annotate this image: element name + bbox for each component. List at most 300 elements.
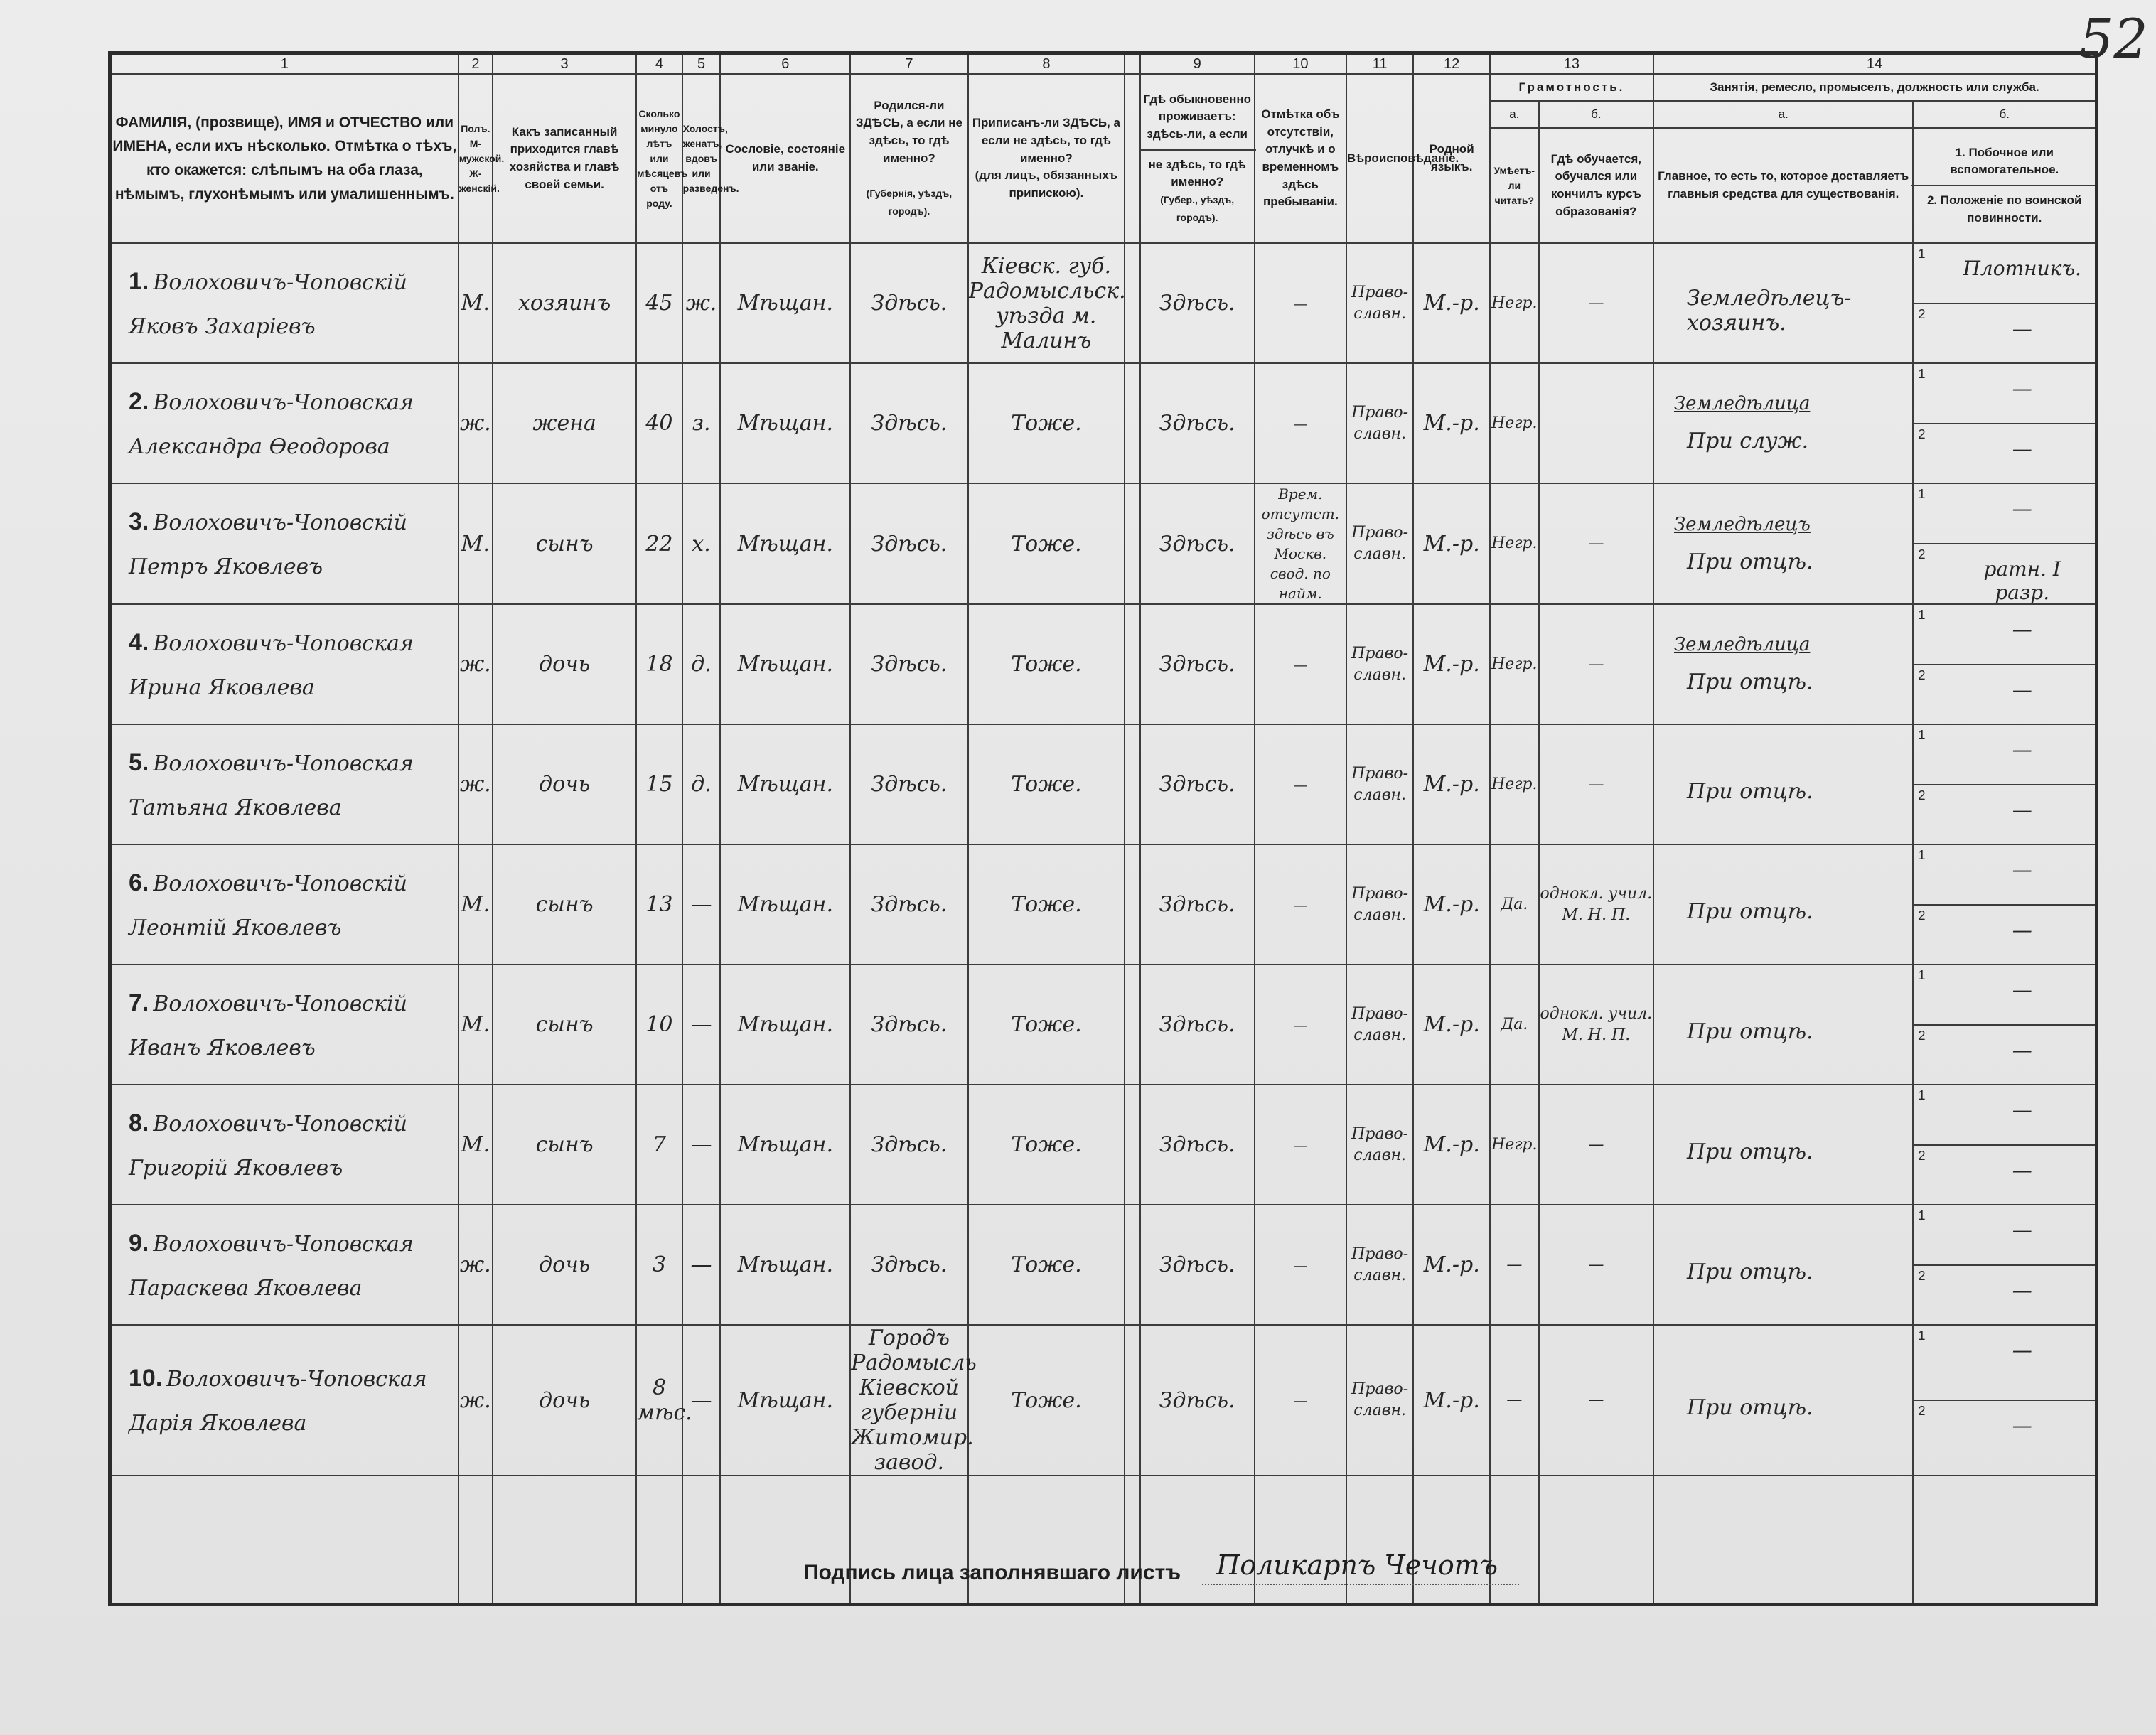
header-literacy-a: а. xyxy=(1490,101,1539,128)
surname-line xyxy=(112,989,458,1017)
language-cell: М.-р. xyxy=(1413,243,1490,363)
occupation-main: При отцѣ. xyxy=(1686,549,1813,574)
marital-cell: д. xyxy=(682,724,721,844)
secondary-part-1 xyxy=(1914,244,2095,304)
given-name: Татьяна Яковлева xyxy=(129,795,342,820)
sex-cell: ж. xyxy=(458,1205,493,1325)
absence-cell: — xyxy=(1255,724,1346,844)
secondary-cell xyxy=(1913,1205,2096,1325)
born-cell: Здѣсь. xyxy=(850,363,968,483)
secondary-occupation: — xyxy=(2012,1098,2032,1122)
can-read-cell: Да. xyxy=(1490,965,1539,1085)
header-registered-text: Приписанъ-ли ЗДѢСЬ, а если не здѣсь, то гдѣ именно? xyxy=(972,116,1120,165)
sex-cell: М. xyxy=(458,844,493,965)
secondary-cell xyxy=(1913,844,2096,965)
part-label: 1 xyxy=(1918,848,1926,862)
age-cell: 3 xyxy=(636,1205,682,1325)
col-num: 8 xyxy=(968,53,1125,75)
header-estate: Сословіе, состояніе или званіе. xyxy=(720,74,850,243)
part-label: 1 xyxy=(1918,608,1926,622)
registered-cell: Тоже. xyxy=(968,1325,1125,1476)
given-name: Дарія Яковлева xyxy=(129,1411,307,1436)
surname: Волоховичъ-Чоповскій xyxy=(153,1111,407,1137)
sex-cell: М. xyxy=(458,243,493,363)
born-cell: Здѣсь. xyxy=(850,483,968,604)
given-name: Ирина Яковлева xyxy=(129,675,315,700)
col-num: 9 xyxy=(1140,53,1255,75)
given-name: Петръ Яковлевъ xyxy=(129,554,323,579)
marital-cell: д. xyxy=(682,604,721,724)
col-num: 14 xyxy=(1653,53,2097,75)
part-label: 2 xyxy=(1918,1028,1926,1043)
header-born-note: (Губернія, уѣздъ, городъ). xyxy=(866,187,953,217)
sex-cell: ж. xyxy=(458,604,493,724)
secondary-part-1 xyxy=(1914,605,2095,665)
occupation-cell xyxy=(1653,965,1914,1085)
secondary-part-1 xyxy=(1914,1085,2095,1146)
secondary-occupation: — xyxy=(2012,618,2032,641)
age-cell: 15 xyxy=(636,724,682,844)
surname-line xyxy=(112,1365,458,1392)
page-number: 52 xyxy=(2079,7,2148,70)
name-cell xyxy=(110,965,458,1085)
header-religion: Вѣроисповѣданіе. xyxy=(1346,74,1414,243)
part-label: 2 xyxy=(1918,667,1926,682)
religion-cell: Право-славн. xyxy=(1346,844,1414,965)
table-row xyxy=(110,604,2097,724)
entry-number: 3. xyxy=(129,508,149,535)
secondary-part-2 xyxy=(1914,1401,2095,1475)
entry-number: 4. xyxy=(129,628,149,656)
table-row xyxy=(110,243,2097,363)
secondary-part-1 xyxy=(1914,845,2095,906)
part-label: 2 xyxy=(1918,1268,1926,1283)
residence-cell: Здѣсь. xyxy=(1140,243,1255,363)
born-cell: Здѣсь. xyxy=(850,724,968,844)
education-cell: — xyxy=(1539,1205,1653,1325)
name-cell xyxy=(110,243,458,363)
education-cell: — xyxy=(1539,243,1653,363)
col-num: 4 xyxy=(636,53,682,75)
religion-cell: Право-славн. xyxy=(1346,363,1414,483)
col-num: 5 xyxy=(682,53,721,75)
surname-line xyxy=(112,749,458,777)
education-cell: однокл. учил. М. Н. П. xyxy=(1539,844,1653,965)
education-cell: — xyxy=(1539,604,1653,724)
relation-cell: сынъ xyxy=(493,965,636,1085)
signature-name: Поликарпъ Чечотъ xyxy=(1202,1549,1519,1585)
surname-line xyxy=(112,1110,458,1137)
language-cell: М.-р. xyxy=(1413,363,1490,483)
age-cell: 8 мѣс. xyxy=(636,1325,682,1476)
part-label: 1 xyxy=(1918,1088,1926,1102)
surname-line xyxy=(112,268,458,296)
education-cell: — xyxy=(1539,1085,1653,1205)
registered-cell: Тоже. xyxy=(968,1085,1125,1205)
secondary-part-2 xyxy=(1914,1146,2095,1205)
part-label: 1 xyxy=(1918,968,1926,982)
residence-cell: Здѣсь. xyxy=(1140,604,1255,724)
part-label: 2 xyxy=(1918,306,1926,321)
estate-cell: Мѣщан. xyxy=(720,844,850,965)
residence-cell: Здѣсь. xyxy=(1140,1325,1255,1476)
estate-cell: Мѣщан. xyxy=(720,1325,850,1476)
col-num: 2 xyxy=(458,53,493,75)
part-label: 1 xyxy=(1918,247,1926,261)
col-num: 3 xyxy=(493,53,636,75)
table-row xyxy=(110,965,2097,1085)
header-language: Родной языкъ. xyxy=(1413,74,1490,243)
spacer-cell xyxy=(1125,243,1140,363)
sex-cell: М. xyxy=(458,1085,493,1205)
can-read-cell: Негр. xyxy=(1490,604,1539,724)
can-read-cell: Да. xyxy=(1490,844,1539,965)
header-born-text: Родился-ли ЗДѢСЬ, а если не здѣсь, то гдѣ именно? xyxy=(855,98,962,165)
absence-cell: — xyxy=(1255,1085,1346,1205)
age-cell: 7 xyxy=(636,1085,682,1205)
header-secondary-1: 1. Побочное или вспомогательное. xyxy=(1950,145,2059,177)
spacer-cell xyxy=(1125,724,1140,844)
registered-cell: Тоже. xyxy=(968,965,1125,1085)
table-row xyxy=(110,844,2097,965)
marital-cell: — xyxy=(682,1205,721,1325)
entry-number: 1. xyxy=(129,267,149,295)
surname-line xyxy=(112,869,458,897)
secondary-cell xyxy=(1913,965,2096,1085)
header-registered-note: (для лицъ, обязанныхъ припискою). xyxy=(975,168,1118,200)
military-status: — xyxy=(2012,1414,2032,1437)
header-row xyxy=(110,74,2097,101)
religion-cell: Право-славн. xyxy=(1346,724,1414,844)
secondary-occupation: — xyxy=(2012,497,2032,520)
marital-cell: з. xyxy=(682,363,721,483)
secondary-part-2 xyxy=(1914,1026,2095,1085)
estate-cell: Мѣщан. xyxy=(720,604,850,724)
surname-line xyxy=(112,508,458,536)
entry-number: 7. xyxy=(129,989,149,1016)
occupation-main: Земледѣлецъ-хозяинъ. xyxy=(1686,285,1852,335)
occupation-cell xyxy=(1653,844,1914,965)
header-residence-note: (Губер., уѣздъ, городъ). xyxy=(1160,193,1235,223)
residence-cell: Здѣсь. xyxy=(1140,724,1255,844)
absence-cell: Врем. отсутст. здѣсь въ Москв. свод. по найм. xyxy=(1255,483,1346,604)
secondary-part-1 xyxy=(1914,1326,2095,1401)
residence-cell: Здѣсь. xyxy=(1140,363,1255,483)
residence-cell: Здѣсь. xyxy=(1140,965,1255,1085)
header-secondary-2: 2. Положеніе по воинской повинности. xyxy=(1911,185,2097,227)
secondary-cell xyxy=(1913,1325,2096,1476)
header-occupation: Занятія, ремесло, промыселъ, должность или служба. xyxy=(1653,74,2097,101)
occupation-cell xyxy=(1653,1325,1914,1476)
estate-cell: Мѣщан. xyxy=(720,724,850,844)
header-occupation-a: а. xyxy=(1653,101,1914,128)
secondary-cell xyxy=(1913,483,2096,604)
table-row xyxy=(110,363,2097,483)
part-label: 1 xyxy=(1918,1208,1926,1223)
surname: Волоховичъ-Чоповскій xyxy=(153,269,407,295)
born-cell: Здѣсь. xyxy=(850,1205,968,1325)
spacer-cell xyxy=(1125,604,1140,724)
secondary-part-1 xyxy=(1914,1205,2095,1266)
col-num: 7 xyxy=(850,53,968,75)
can-read-cell: Негр. xyxy=(1490,1085,1539,1205)
secondary-cell xyxy=(1913,724,2096,844)
name-cell xyxy=(110,724,458,844)
marital-cell: — xyxy=(682,1325,721,1476)
marital-cell: — xyxy=(682,844,721,965)
name-cell xyxy=(110,1085,458,1205)
can-read-cell: Негр. xyxy=(1490,243,1539,363)
military-status: — xyxy=(2012,316,2032,340)
registered-cell: Тоже. xyxy=(968,844,1125,965)
language-cell: М.-р. xyxy=(1413,483,1490,604)
language-cell: М.-р. xyxy=(1413,604,1490,724)
part-label: 2 xyxy=(1918,908,1926,923)
religion-cell: Право-славн. xyxy=(1346,483,1414,604)
header-occupation-b: б. xyxy=(1913,101,2096,128)
part-label: 1 xyxy=(1918,367,1926,381)
born-cell: Здѣсь. xyxy=(850,1085,968,1205)
name-cell xyxy=(110,604,458,724)
language-cell: М.-р. xyxy=(1413,1085,1490,1205)
absence-cell: — xyxy=(1255,363,1346,483)
header-sex: Полъ. М-мужской. Ж-женскій. xyxy=(458,74,493,243)
surname-line xyxy=(112,629,458,657)
religion-cell: Право-славн. xyxy=(1346,965,1414,1085)
residence-cell: Здѣсь. xyxy=(1140,483,1255,604)
secondary-part-1 xyxy=(1914,725,2095,785)
born-cell: Городъ Радомысль Кіевской губерніи Житомир. завод. xyxy=(851,1326,977,1475)
header-residence-text: Гдѣ обыкновенно проживаетъ: здѣсь-ли, а если xyxy=(1143,92,1252,141)
born-cell: Здѣсь. xyxy=(850,604,968,724)
given-name: Александра Ѳеодорова xyxy=(129,434,390,459)
given-name: Параскева Яковлева xyxy=(129,1275,363,1301)
absence-cell: — xyxy=(1255,844,1346,965)
entry-number: 6. xyxy=(129,869,149,896)
relation-cell: дочь xyxy=(493,604,636,724)
sex-cell: ж. xyxy=(458,1325,493,1476)
marital-cell: — xyxy=(682,965,721,1085)
census-table xyxy=(108,51,2098,1606)
header-education: Гдѣ обучается, обучался или кончилъ курсъ образованія? xyxy=(1539,128,1653,243)
occupation-cell xyxy=(1653,1085,1914,1205)
blank-row xyxy=(110,1476,2097,1605)
header-residence-text-2: не здѣсь, то гдѣ именно? xyxy=(1139,149,1256,191)
surname: Волоховичъ-Чоповская xyxy=(153,1231,414,1257)
relation-cell: дочь xyxy=(493,1325,636,1476)
spacer-cell xyxy=(1125,844,1140,965)
registered-cell: Кіевск. губ. Радомысльск. уѣзда м. Малинъ xyxy=(968,243,1125,363)
table-row xyxy=(110,1325,2097,1476)
estate-cell: Мѣщан. xyxy=(720,243,850,363)
secondary-part-1 xyxy=(1914,965,2095,1026)
entry-number: 9. xyxy=(129,1229,149,1257)
secondary-part-2 xyxy=(1914,906,2095,965)
column-number-row xyxy=(110,53,2097,75)
language-cell: М.-р. xyxy=(1413,965,1490,1085)
sex-cell: М. xyxy=(458,965,493,1085)
language-cell: М.-р. xyxy=(1413,1205,1490,1325)
surname: Волоховичъ-Чоповская xyxy=(153,390,414,415)
part-label: 2 xyxy=(1918,1148,1926,1163)
religion-cell: Право-славн. xyxy=(1346,604,1414,724)
sex-cell: ж. xyxy=(458,724,493,844)
occupation-main: При отцѣ. xyxy=(1686,779,1813,804)
religion-cell: Право-славн. xyxy=(1346,1205,1414,1325)
surname-line xyxy=(112,388,458,416)
surname-line xyxy=(112,1230,458,1257)
occupation-cell xyxy=(1653,1205,1914,1325)
military-status: ратн. I разр. xyxy=(1983,557,2061,604)
sex-cell: М. xyxy=(458,483,493,604)
age-cell: 10 xyxy=(636,965,682,1085)
col-num: 6 xyxy=(720,53,850,75)
secondary-part-2 xyxy=(1914,424,2095,483)
secondary-part-2 xyxy=(1914,1266,2095,1325)
relation-cell: сынъ xyxy=(493,1085,636,1205)
surname: Волоховичъ-Чоповская xyxy=(153,751,414,776)
occupation-main: При отцѣ. xyxy=(1686,1019,1813,1044)
spacer-cell xyxy=(1125,363,1140,483)
residence-cell: Здѣсь. xyxy=(1140,1205,1255,1325)
registered-cell: Тоже. xyxy=(968,724,1125,844)
occupation-main: При отцѣ. xyxy=(1686,899,1813,924)
absence-cell: — xyxy=(1255,965,1346,1085)
can-read-cell: — xyxy=(1490,1325,1539,1476)
military-status: — xyxy=(2012,918,2032,942)
header-secondary xyxy=(1913,128,2096,243)
secondary-occupation: — xyxy=(2012,738,2032,761)
occupation-main: При служ. xyxy=(1686,429,1809,453)
religion-cell: Право-славн. xyxy=(1346,1085,1414,1205)
entries xyxy=(110,243,2097,1476)
secondary-cell xyxy=(1913,604,2096,724)
header-literacy-b: б. xyxy=(1539,101,1653,128)
absence-cell: — xyxy=(1255,604,1346,724)
table-row xyxy=(110,724,2097,844)
marital-cell: ж. xyxy=(682,243,721,363)
surname: Волоховичъ-Чоповская xyxy=(166,1367,427,1392)
estate-cell: Мѣщан. xyxy=(720,1085,850,1205)
occupation-top: Земледѣлецъ xyxy=(1673,513,1811,535)
registered-cell: Тоже. xyxy=(968,1205,1125,1325)
part-label: 2 xyxy=(1918,1404,1926,1418)
estate-cell: Мѣщан. xyxy=(720,1205,850,1325)
occupation-main: При отцѣ. xyxy=(1686,670,1813,694)
occupation-main: При отцѣ. xyxy=(1686,1395,1813,1420)
part-label: 1 xyxy=(1918,487,1926,501)
registered-cell: Тоже. xyxy=(968,363,1125,483)
col-spacer xyxy=(1125,53,1140,75)
can-read-cell: Негр. xyxy=(1490,483,1539,604)
header-main-occupation: Главное, то есть то, которое доставляетъ главныя средства для существованія. xyxy=(1653,128,1914,243)
occupation-main: При отцѣ. xyxy=(1686,1139,1813,1164)
secondary-part-1 xyxy=(1914,484,2095,544)
secondary-part-2 xyxy=(1914,785,2095,844)
part-label: 1 xyxy=(1918,1328,1926,1343)
age-cell: 18 xyxy=(636,604,682,724)
name-cell xyxy=(110,483,458,604)
secondary-cell xyxy=(1913,363,2096,483)
age-cell: 22 xyxy=(636,483,682,604)
header-name: ФАМИЛІЯ, (прозвище), ИМЯ и ОТЧЕСТВО или ИМЕНА, если ихъ нѣсколько. Отмѣтка о тѣхъ, кто окажется: слѣпымъ на оба глаза, нѣмымъ, глухонѣмымъ или умалишеннымъ. xyxy=(110,74,458,243)
header-age: Сколько минуло лѣтъ или мѣсяцевъ отъ роду. xyxy=(636,74,682,243)
header-literacy: Грамотность. xyxy=(1490,74,1653,101)
signature-label: Подпись лица заполнявшаго листъ xyxy=(803,1561,1181,1584)
entry-number: 8. xyxy=(129,1109,149,1137)
language-cell: М.-р. xyxy=(1413,1325,1490,1476)
surname: Волоховичъ-Чоповскій xyxy=(153,991,407,1016)
surname: Волоховичъ-Чоповская xyxy=(153,630,414,656)
born-cell: Здѣсь. xyxy=(850,844,968,965)
secondary-occupation: — xyxy=(2012,1218,2032,1242)
spacer-cell xyxy=(1125,483,1140,604)
relation-cell: дочь xyxy=(493,724,636,844)
header-absence: Отмѣтка объ отсутствіи, отлучкѣ и о временномъ здѣсь пребываніи. xyxy=(1255,74,1346,243)
name-cell xyxy=(110,1325,458,1476)
secondary-occupation: Плотникъ. xyxy=(1963,257,2081,280)
secondary-cell xyxy=(1913,1085,2096,1205)
born-cell: Здѣсь. xyxy=(850,243,968,363)
given-name: Григорій Яковлевъ xyxy=(129,1155,343,1181)
education-cell: — xyxy=(1539,724,1653,844)
occupation-cell xyxy=(1653,604,1914,724)
header-born xyxy=(850,74,968,243)
col-num: 13 xyxy=(1490,53,1653,75)
estate-cell: Мѣщан. xyxy=(720,965,850,1085)
header-spacer xyxy=(1125,74,1140,243)
education-cell: однокл. учил. М. Н. П. xyxy=(1539,965,1653,1085)
religion-cell: Право-славн. xyxy=(1346,1325,1414,1476)
secondary-occupation: — xyxy=(2012,377,2032,400)
registered-cell: Тоже. xyxy=(968,483,1125,604)
can-read-cell: — xyxy=(1490,1205,1539,1325)
occupation-cell xyxy=(1653,243,1914,363)
header-residence xyxy=(1140,74,1255,243)
relation-cell: сынъ xyxy=(493,844,636,965)
estate-cell: Мѣщан. xyxy=(720,483,850,604)
secondary-cell xyxy=(1913,243,2096,363)
language-cell: М.-р. xyxy=(1413,844,1490,965)
absence-cell: — xyxy=(1255,1325,1346,1476)
secondary-part-1 xyxy=(1914,364,2095,424)
relation-cell: жена xyxy=(493,363,636,483)
can-read-cell: Негр. xyxy=(1490,363,1539,483)
education-cell xyxy=(1539,363,1653,483)
part-label: 2 xyxy=(1918,547,1926,562)
language-cell: М.-р. xyxy=(1413,724,1490,844)
residence-cell: Здѣсь. xyxy=(1140,844,1255,965)
sex-cell: ж. xyxy=(458,363,493,483)
spacer-cell xyxy=(1125,1205,1140,1325)
born-cell: Здѣсь. xyxy=(850,965,968,1085)
estate-cell: Мѣщан. xyxy=(720,363,850,483)
secondary-occupation: — xyxy=(2012,978,2032,1001)
table-row xyxy=(110,1205,2097,1325)
can-read-cell: Негр. xyxy=(1490,724,1539,844)
surname: Волоховичъ-Чоповскій xyxy=(153,871,407,896)
col-num: 1 xyxy=(110,53,458,75)
absence-cell: — xyxy=(1255,243,1346,363)
military-status: — xyxy=(2012,797,2032,822)
secondary-part-2 xyxy=(1914,304,2095,363)
military-status: — xyxy=(2012,1038,2032,1062)
education-cell: — xyxy=(1539,483,1653,604)
spacer-cell xyxy=(1125,1085,1140,1205)
surname: Волоховичъ-Чоповскій xyxy=(153,510,407,535)
registered-cell: Тоже. xyxy=(968,604,1125,724)
table-row xyxy=(110,1085,2097,1205)
